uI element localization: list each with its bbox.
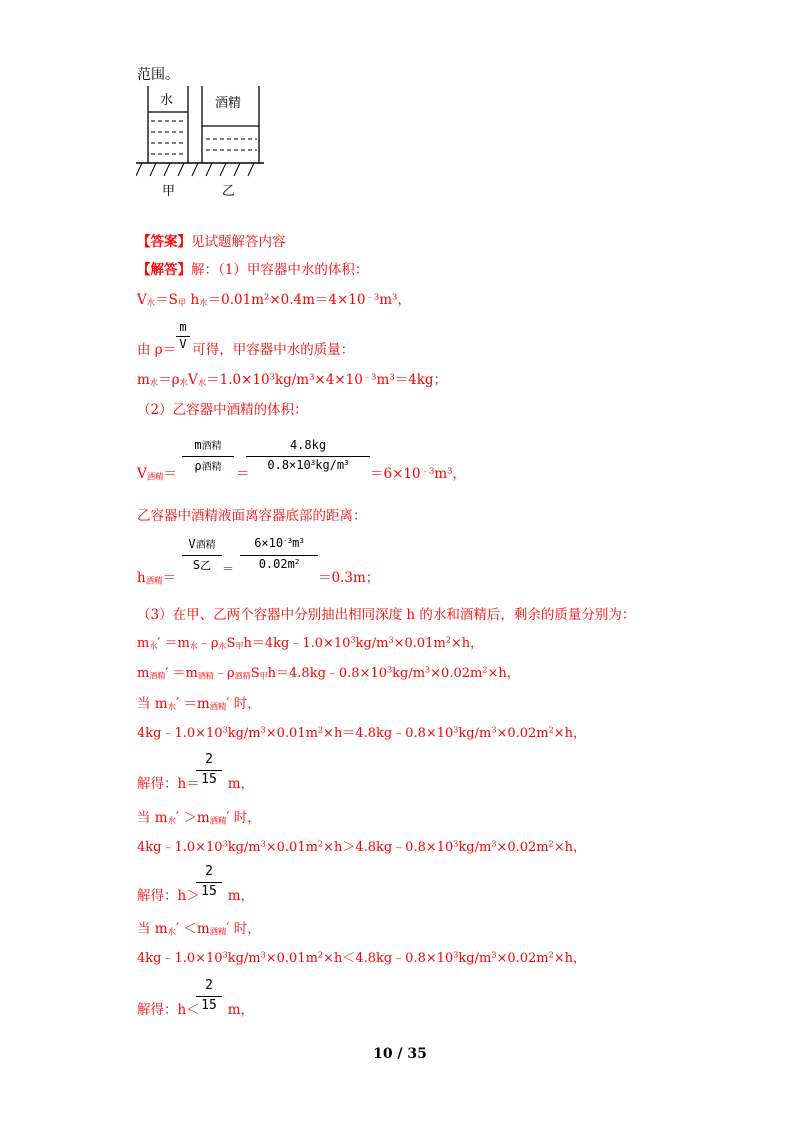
m-alcohol-remaining-line: $m_{酒精}'$ $=m_{酒精}﹣\rho_{酒精}S_甲h=4.8kg﹣0.8\times 10^3kg/m^3\times 0.02m^2\times h$， — [137, 665, 520, 681]
ground-hatching — [136, 163, 254, 176]
v-alcohol-fraction-1: m酒精 ρ酒精 — [182, 437, 234, 481]
h-alcohol-result: ＝0.3m； — [318, 570, 380, 586]
page-number: 10 / 35 — [373, 1046, 427, 1062]
solution-less-line: 解得：h＜ m， — [137, 1002, 255, 1018]
case-greater-line: 当 $m_水' >m_{酒精}'$ 时， — [137, 810, 261, 826]
solution-tag: 【解答】 — [137, 262, 191, 278]
h-alcohol-fraction-2: $6\times 10^{-3}m^3$ $0.02m^2$ — [240, 536, 318, 580]
containers-diagram — [136, 86, 266, 196]
density-fraction: m V — [176, 320, 190, 356]
label-alcohol: 酒精 — [215, 96, 242, 111]
m-water-line: $m_水=\rho_水V_水=1.0\times 10^3kg/m^3\times 4\times 10^{﹣3}m^3=4kg$； — [137, 371, 448, 388]
h-alcohol-fraction-1: V酒精 S乙 — [182, 536, 222, 580]
v-alcohol-result: $=6\times 10^{﹣3}m^3$， — [370, 465, 466, 482]
equation-greater-line: $4kg﹣1.0\times 10^3kg/m^3\times 0.01m^2\times h>4.8kg﹣0.8\times 10^3kg/m^3\times 0.02m^2\times h$， — [137, 839, 587, 855]
v-alcohol-fraction-2: 4.8kg $0.8\times 10^3kg/m^3$ — [246, 437, 370, 481]
solution-greater-line: 解得：h＞ m， — [137, 888, 255, 904]
v-water-line: $V_水=S_甲$ $h_水=0.01m^2\times 0.4m=4\times 10^{﹣3}m^3$， — [137, 291, 411, 308]
equation-less-line: $4kg﹣1.0\times 10^3kg/m^3\times 0.01m^2\times h<4.8kg﹣0.8\times 10^3kg/m^3\times 0.02m^2\times h$， — [137, 950, 587, 966]
h-alcohol-eq2: ＝ — [222, 562, 235, 576]
density-line: 由 ρ＝ 可得，甲容器中水的质量： — [137, 342, 355, 358]
fraction-2-15-lt: 2 15 — [196, 978, 222, 1018]
solution-equal-line: 解得：h＝ m， — [137, 776, 255, 792]
part2-line: （2）乙容器中酒精的体积： — [137, 402, 308, 418]
distance-line: 乙容器中酒精液面离容器底部的距离： — [137, 508, 367, 524]
label-yi: 乙 — [222, 184, 236, 199]
intro-text: 范围。 — [137, 67, 179, 83]
case-less-line: 当 $m_水' <m_{酒精}'$ 时， — [137, 921, 261, 937]
fraction-2-15-gt: 2 15 — [196, 864, 222, 904]
m-water-remaining-line: $m_水'$ $=m_水﹣\rho_水S_甲h=4kg﹣1.0\times 10^3kg/m^3\times 0.01m^2\times h$， — [137, 635, 484, 651]
answer-text: 见试题解答内容 — [191, 234, 286, 250]
part3-line: （3）在甲、乙两个容器中分别抽出相同深度 h 的水和酒精后，剩余的质量分别为： — [137, 607, 636, 623]
h-alcohol-lead: $h_{酒精}=$ — [137, 570, 176, 586]
case-equal-line: 当 $m_水' =m_{酒精}'$ 时， — [137, 696, 261, 712]
label-jia: 甲 — [162, 184, 176, 199]
answer-line — [137, 230, 286, 250]
equation-equal-line: $4kg﹣1.0\times 10^3kg/m^3\times 0.01m^2\times h=4.8kg﹣0.8\times 10^3kg/m^3\times 0.02m^2\times h$， — [137, 725, 587, 741]
solution-intro-line: 【解答】解：（1）甲容器中水的体积： — [137, 262, 369, 278]
v-alcohol-eq2: ＝ — [236, 466, 250, 482]
v-alcohol-lead: $V_{酒精}=$ — [137, 466, 177, 482]
answer-tag: 【答案】 — [137, 234, 191, 250]
fraction-2-15-eq: 2 15 — [196, 752, 222, 792]
label-water: 水 — [160, 93, 174, 108]
